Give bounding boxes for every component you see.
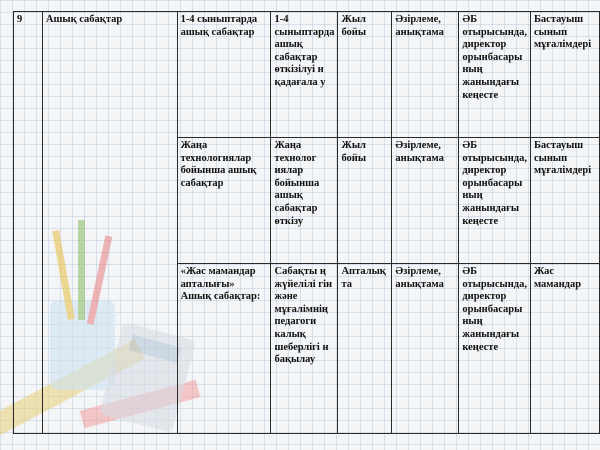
responsible-cell: Бастауыш сынып мұғалімдері bbox=[530, 138, 599, 264]
purpose-cell: 1-4 сыныптарда ашық сабақтар өткізілуі н қадағала у bbox=[271, 12, 338, 138]
format-cell: Әзірлеме, анықтама bbox=[392, 12, 459, 138]
where-cell: ӘБ отырысында, директор орынбасары ның жанындағы кеңесте bbox=[459, 12, 531, 138]
period-cell: Апталық та bbox=[338, 264, 392, 434]
event-cell: «Жас мамандар апталығы» Ашық сабақтар: bbox=[177, 264, 271, 434]
table-row bbox=[14, 12, 600, 138]
format-cell: Әзірлеме, анықтама bbox=[392, 138, 459, 264]
where-cell: ӘБ отырысында, директор орынбасары ның жанындағы кеңесте bbox=[459, 264, 531, 434]
purpose-cell: Жаңа технолог иялар бойынша ашық сабақтар өткізу bbox=[271, 138, 338, 264]
where-cell: ӘБ отырысында, директор орынбасары ның жанындағы кеңесте bbox=[459, 138, 531, 264]
event-cell: 1-4 сыныптарда ашық сабақтар bbox=[177, 12, 271, 138]
period-cell: Жыл бойы bbox=[338, 12, 392, 138]
section-title-cell: Ашық сабақтар bbox=[42, 12, 177, 434]
plan-table bbox=[13, 11, 600, 434]
responsible-cell: Бастауыш сынып мұғалімдері bbox=[530, 12, 599, 138]
responsible-cell: Жас мамандар bbox=[530, 264, 599, 434]
row-number-cell: 9 bbox=[14, 12, 43, 434]
purpose-cell: Сабақты ң жүйелілі гін және мұғалімнің педагоги калық шеберлігі н бақылау bbox=[271, 264, 338, 434]
period-cell: Жыл бойы bbox=[338, 138, 392, 264]
event-cell: Жаңа технологиялар бойынша ашық сабақтар bbox=[177, 138, 271, 264]
format-cell: Әзірлеме, анықтама bbox=[392, 264, 459, 434]
